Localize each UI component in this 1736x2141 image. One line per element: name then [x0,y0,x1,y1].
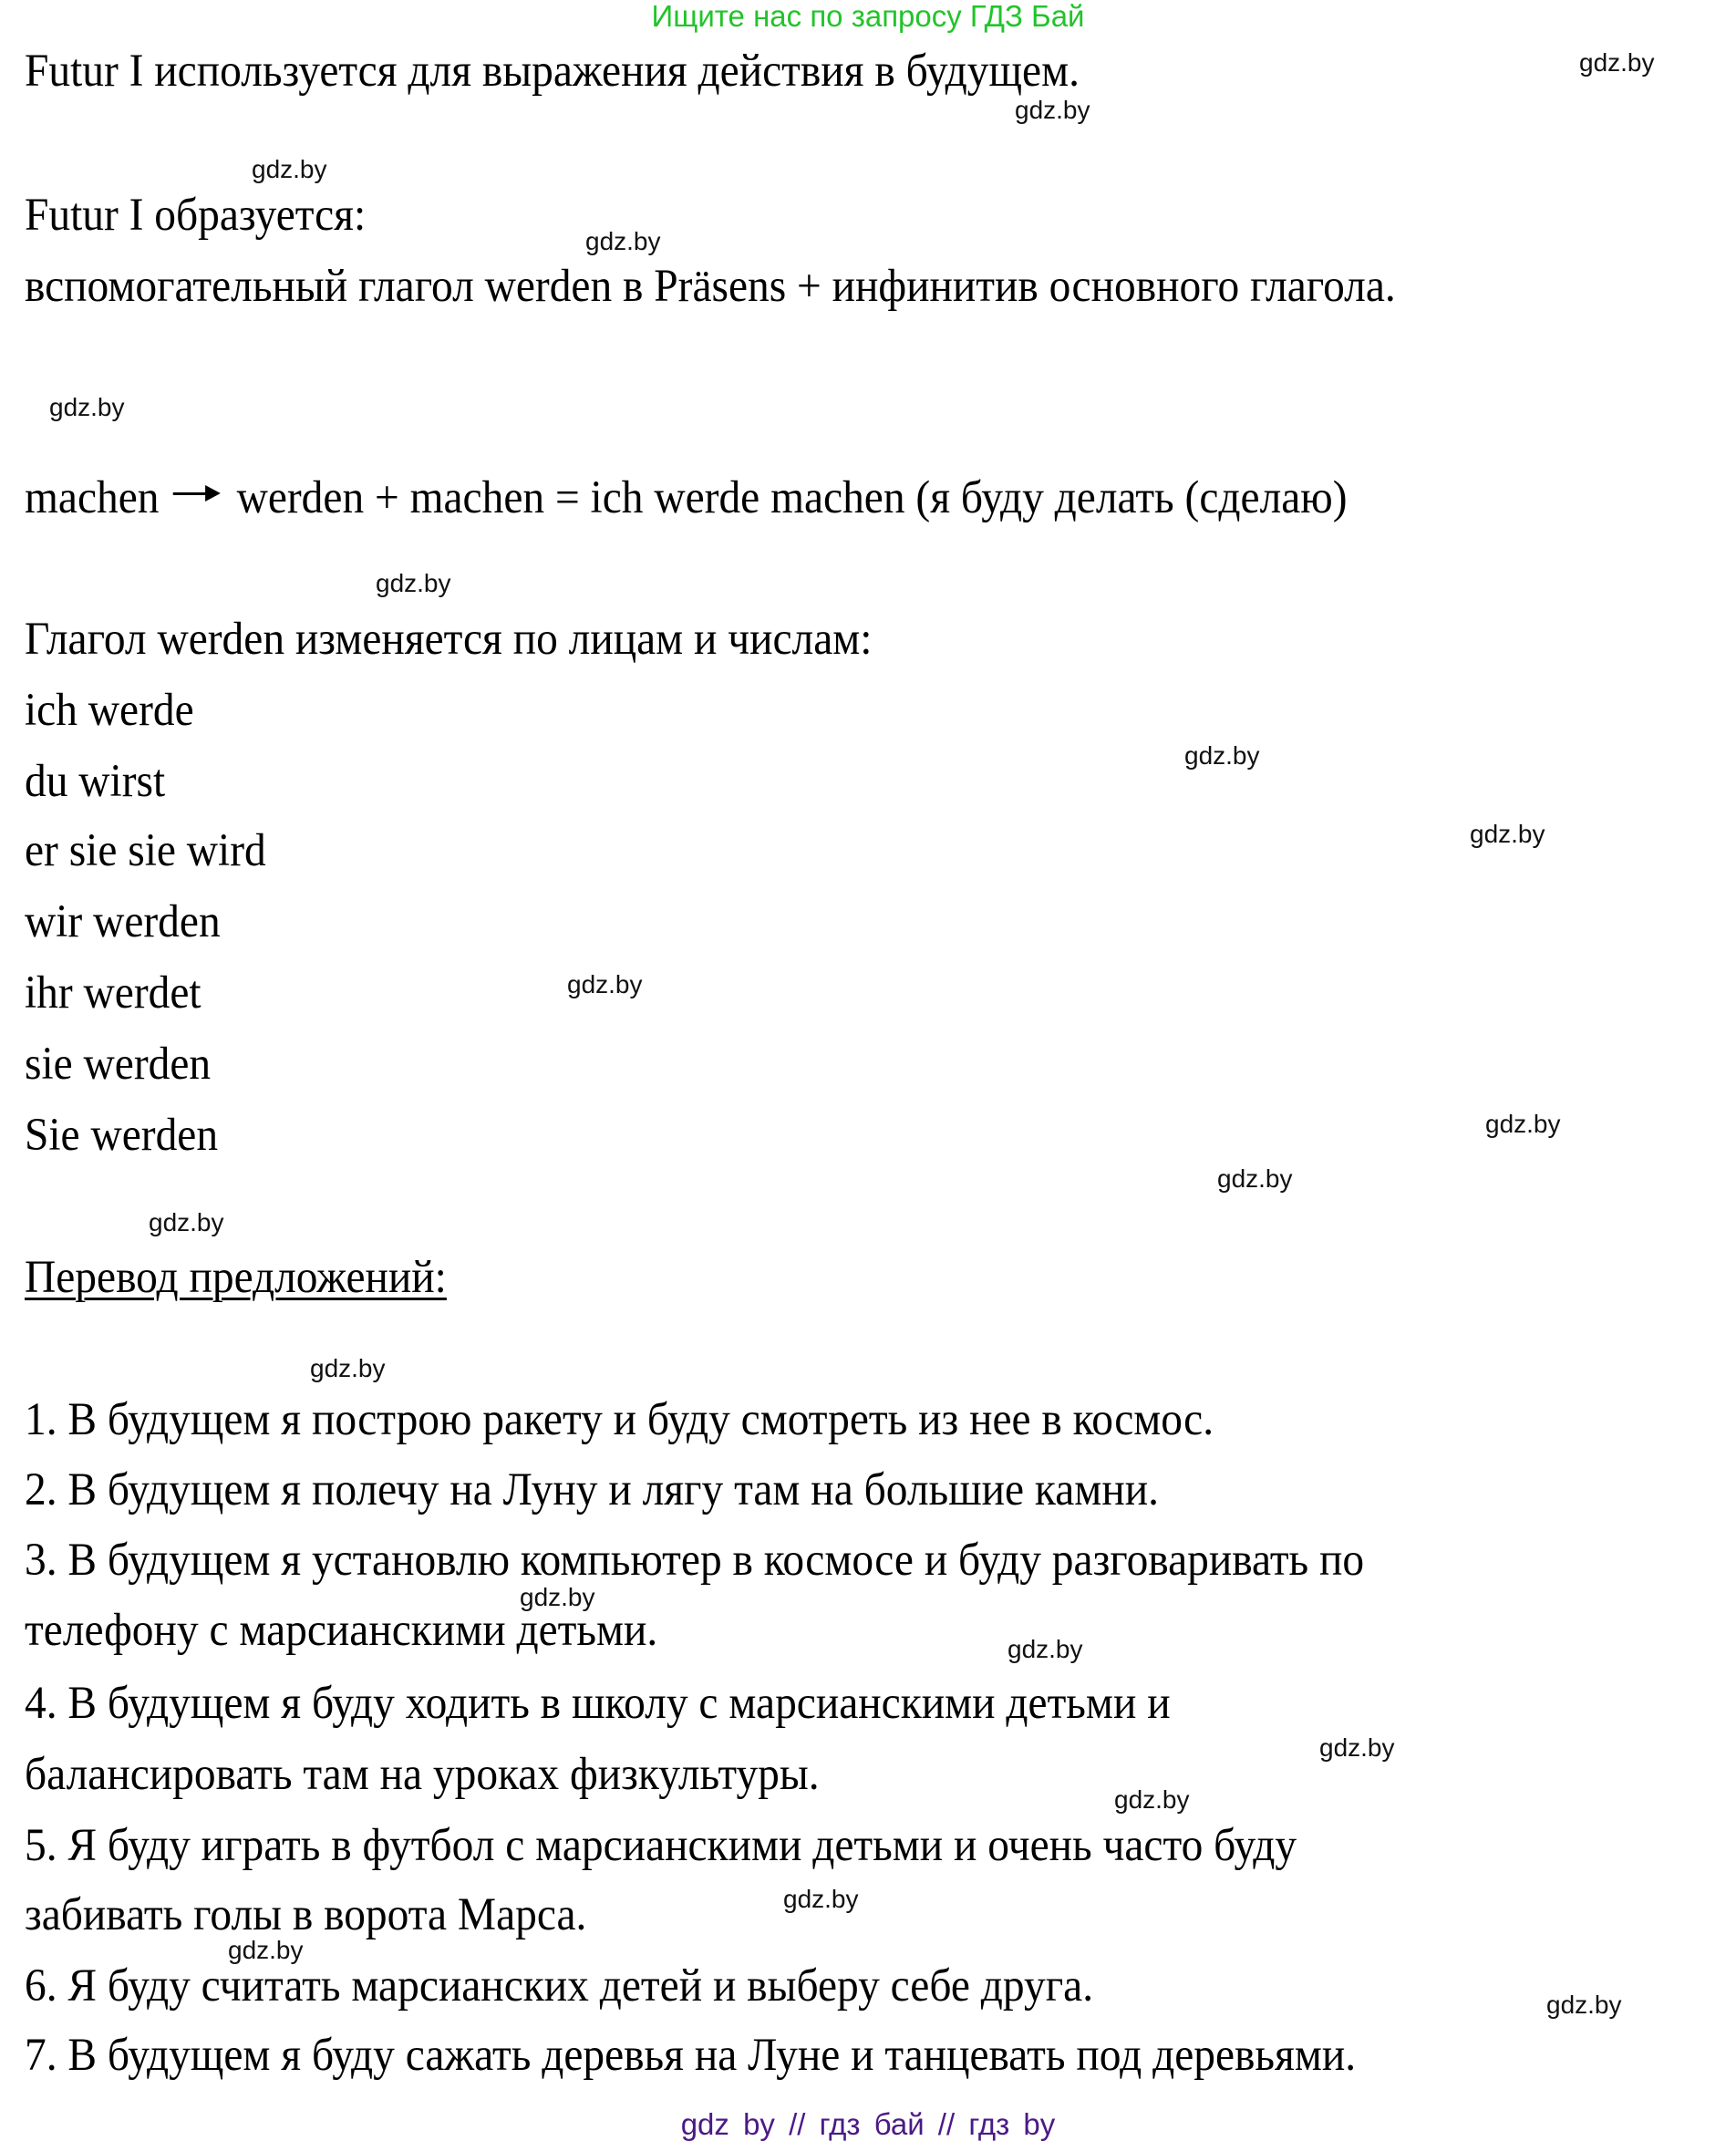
translation-line: 2. В будущем я полечу на Луну и лягу там на большие камни. [25,1464,1159,1515]
translation-line: 6. Я буду считать марсианских детей и выберу себе друга. [25,1960,1094,2012]
watermark: gdz.by [1319,1733,1395,1762]
translation-line: 1. В будущем я построю ракету и буду смотреть из нее в космос. [25,1394,1214,1445]
right-arrow-icon [173,484,222,502]
translation-line: 5. Я буду играть в футбол с марсианскими детьми и очень часто буду [25,1820,1297,1871]
translation-line: 3. В будущем я установлю компьютер в космосе и буду разговаривать по [25,1535,1365,1586]
footer-brand-text: gdz by // гдз бай // гдз by [680,2107,1056,2141]
conjugation-form: wir werden [25,896,221,947]
watermark: gdz.by [783,1885,859,1913]
watermark: gdz.by [376,569,451,597]
translation-line: забивать голы в ворота Марса. [25,1889,587,1940]
formation-title: Futur I образуется: [25,190,367,241]
watermark: gdz.by [1008,1635,1083,1663]
watermark: gdz.by [585,227,661,255]
conjugation-form: er sie sie wird [25,825,266,876]
conjugation-form: ich werde [25,685,194,736]
watermark: gdz.by [1470,820,1545,848]
example-verb: machen [25,472,160,523]
watermark: gdz.by [567,970,643,998]
conjugation-form: du wirst [25,756,166,807]
translation-line: балансировать там на уроках физкультуры. [25,1749,820,1800]
watermark: gdz.by [149,1208,224,1236]
watermark: gdz.by [1015,96,1090,124]
watermark: gdz.by [1579,48,1655,77]
watermark: gdz.by [252,155,327,183]
search-hint-banner: Ищите нас по запросу ГДЗ Бай [651,0,1085,33]
watermark: gdz.by [1485,1110,1561,1138]
usage-text: Futur I используется для выражения действия в будущем. [25,46,1080,97]
translation-line: 7. В будущем я буду сажать деревья на Луне и танцевать под деревьями. [25,2030,1357,2081]
watermark: gdz.by [1546,1991,1622,2019]
watermark: gdz.by [1184,741,1260,770]
watermark: gdz.by [310,1354,386,1382]
conjugation-form: Sie werden [25,1110,219,1161]
translation-title: Перевод предложений: [25,1252,447,1303]
watermark: gdz.by [49,393,125,421]
watermark: gdz.by [1217,1164,1293,1193]
watermark: gdz.by [228,1936,304,1964]
conjugation-form: ihr werdet [25,967,202,1019]
translation-line: 4. В будущем я буду ходить в школу с марсианскими детьми и [25,1678,1171,1729]
formation-rule: вспомогательный глагол werden в Präsens + инфинитив основного глагола. [25,261,1396,312]
example-line [25,471,1348,525]
watermark: gdz.by [1114,1785,1190,1814]
example-formula: werden + machen = ich werde machen (я буду делать (сделаю) [236,472,1348,523]
conjugation-title: Глагол werden изменяется по лицам и числам: [25,614,873,665]
conjugation-form: sie werden [25,1039,212,1090]
translation-line: телефону с марсианскими детьми. [25,1605,658,1656]
watermark: gdz.by [520,1583,595,1611]
